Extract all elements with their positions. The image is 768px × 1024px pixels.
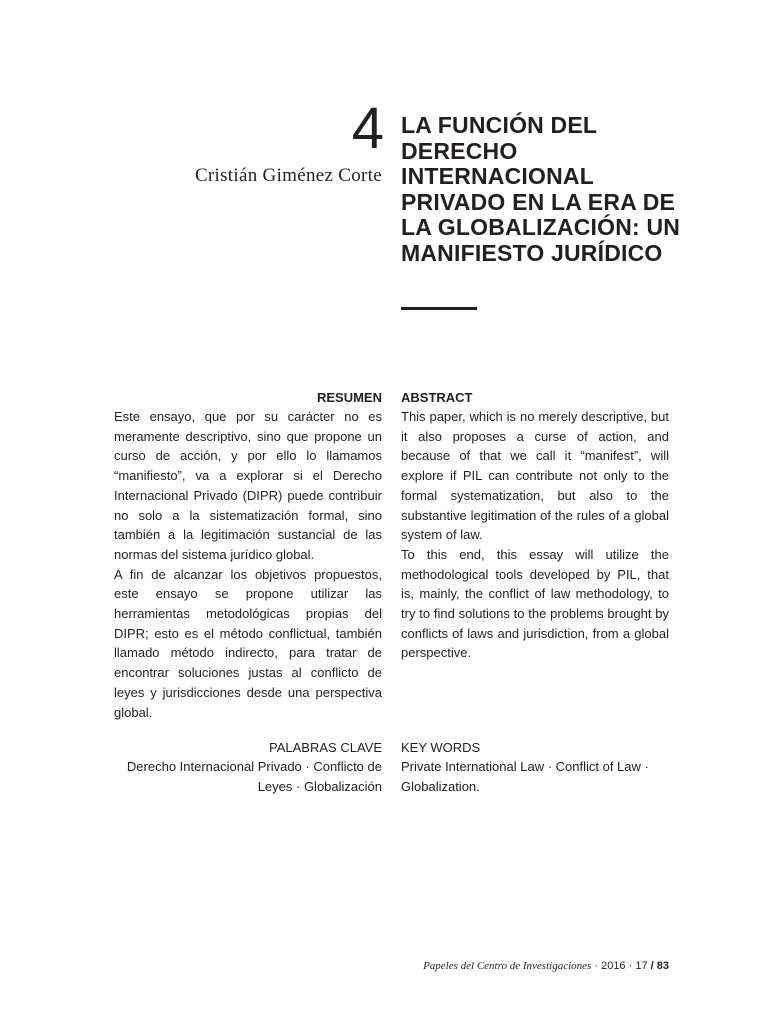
chapter-title: LA FUNCIÓN DEL DERECHO INTERNACIONAL PRIVADO EN LA ERA DE LA GLOBALIZACIÓN: UN MANIFIESTO JURÍDICO [401, 112, 681, 266]
key-words-list: Private International Law · Conflict of Law · Globalization. [401, 759, 649, 794]
page-number: 83 [656, 960, 669, 972]
resumen-paragraph-1: Este ensayo, que por su carácter no es meramente descriptivo, sino que propone un curso de acción, y por ello lo llamamos “manifiesto”, va a explorar si el Derecho Internacional Privado (DIPR) puede contribuir no solo a la sistematización formal, sino también a la legitimación sustancial de las normas del sistema jurídico global. [114, 409, 382, 562]
author-name: Cristián Giménez Corte [194, 165, 382, 186]
page-footer [423, 959, 669, 973]
resumen-heading: RESUMEN [316, 390, 382, 405]
chapter-number: 4 [351, 96, 384, 161]
abstract-paragraph-1: This paper, which is no merely descriptive, but it also proposes a curse of action, and because of that we call it “manifest”, will explore if PIL can contribute not only to the formal systematization, but also to the substantive legitimation of the rules of a global system of law. [401, 409, 669, 543]
abstract-paragraph-2: To this end, this essay will utilize the methodological tools developed by PIL, that is, mainly, the conflict of law methodology, to try to find solutions to the problems brought by conflicts of laws and jurisdiction, from a global perspective. [401, 546, 669, 661]
keywords-spanish [114, 738, 382, 796]
title-underline [401, 307, 477, 310]
abstract-english [401, 388, 669, 663]
palabras-clave-heading: PALABRAS CLAVE [269, 740, 382, 755]
keywords-english [401, 738, 669, 796]
year-issue: · 2016 · 17 [594, 960, 648, 972]
abstract-spanish [114, 388, 382, 722]
abstract-heading: ABSTRACT [401, 390, 473, 405]
footer-separator: / [650, 960, 654, 972]
key-words-heading: KEY WORDS [401, 740, 481, 755]
palabras-clave-list: Derecho Internacional Privado · Conflicto de Leyes · Globalización [126, 759, 382, 794]
resumen-paragraph-2: A fin de alcanzar los objetivos propuestos, este ensayo se propone utilizar las herramientas metodológicas propias del DIPR; esto es el método conflictual, también llamado método indirecto, para tratar de encontrar soluciones justas al conflicto de leyes y jurisdicciones desde una perspectiva global. [114, 566, 382, 720]
journal-name: Papeles del Centro de Investigaciones [423, 960, 592, 972]
